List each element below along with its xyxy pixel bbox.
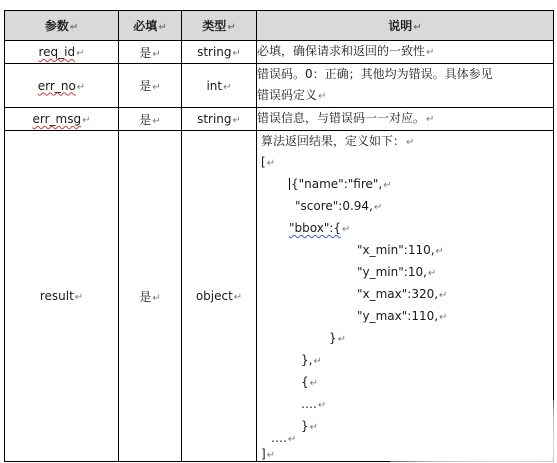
table-row	[5, 41, 554, 64]
json-line: ]↵	[261, 447, 276, 461]
json-line: [↵	[261, 155, 276, 169]
type-cell: string↵	[182, 108, 257, 131]
table-row	[5, 64, 554, 108]
type-cell: int↵	[182, 64, 257, 108]
required-cell: 是↵	[119, 64, 182, 108]
json-line: ….↵	[301, 397, 327, 411]
required-cell: 是↵	[119, 41, 182, 64]
json-line: "x_max":320,↵	[357, 287, 448, 301]
description-line: 错误码。0：正确；其他均为错误。具体参见	[257, 67, 493, 81]
param-cell: result↵	[5, 131, 119, 462]
json-line: "y_max":110,↵	[357, 309, 448, 323]
type-cell: string↵	[182, 41, 257, 64]
table-row	[5, 131, 554, 462]
json-line: "y_min":10,↵	[357, 265, 437, 279]
required-cell: 是↵	[119, 108, 182, 131]
type-cell: object↵	[182, 131, 257, 462]
json-example	[257, 131, 553, 461]
description-cell	[257, 64, 554, 108]
json-line: {"name":"fire",↵	[291, 177, 392, 191]
description-cell: 必填，确保请求和返回的一致性↵	[257, 41, 554, 64]
header-type: 类型↵	[182, 11, 257, 41]
json-line: "x_min":110,↵	[357, 243, 444, 257]
description-intro: 算法返回结果，定义如下：↵	[261, 134, 415, 148]
json-line: "bbox":{↵	[289, 221, 351, 235]
table-row	[5, 108, 554, 131]
description-cell	[257, 131, 554, 462]
param-cell: err_no↵	[5, 64, 119, 108]
header-required: 必填↵	[119, 11, 182, 41]
required-cell: 是↵	[119, 131, 182, 462]
param-cell: req_id↵	[5, 41, 119, 64]
header-description: 说明↵	[257, 11, 554, 41]
json-line: "score":0.94,↵	[295, 199, 383, 213]
json-line: {↵	[301, 375, 319, 389]
json-line: },↵	[301, 353, 322, 367]
description-cell: 错误信息，与错误码一一对应。↵	[257, 108, 554, 131]
header-param: 参数↵	[5, 11, 119, 41]
description-line: 错误码定义↵	[257, 88, 327, 102]
json-line: }↵	[301, 419, 319, 433]
table-header-row	[5, 11, 554, 41]
parameter-table	[4, 10, 554, 462]
json-line: ….↵	[271, 431, 297, 445]
json-line: }↵	[329, 331, 347, 345]
param-cell: err_msg↵	[5, 108, 119, 131]
text-cursor	[289, 178, 290, 190]
